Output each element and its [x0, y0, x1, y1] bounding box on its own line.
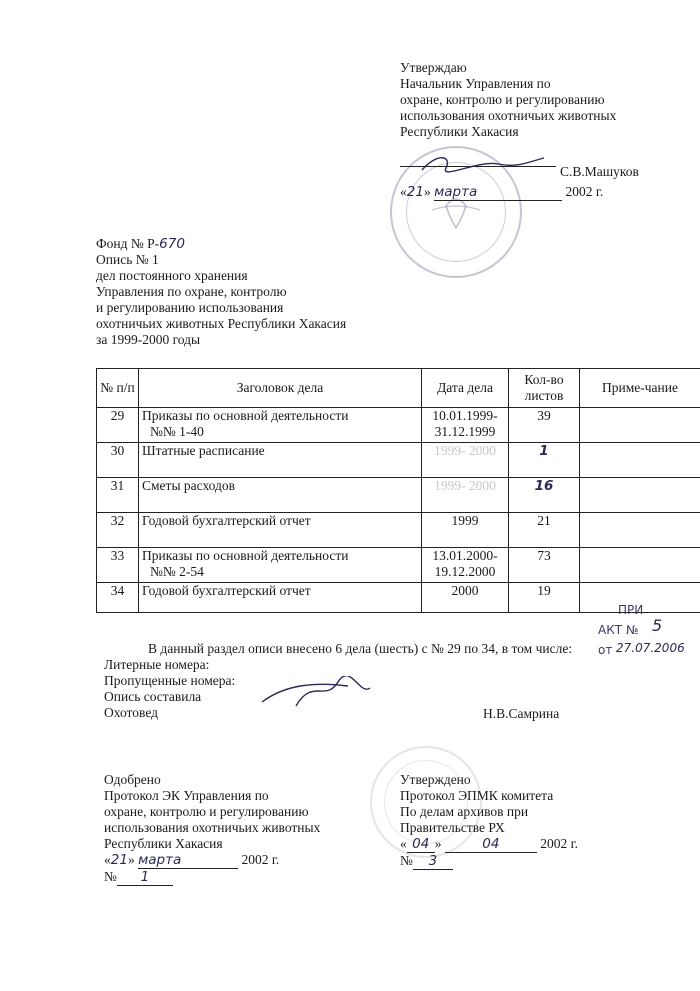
- approved-left-num-prefix: №: [104, 869, 117, 884]
- approved-left-num: 1: [117, 869, 173, 886]
- row-title-text: Сметы расходов: [142, 478, 236, 493]
- approved-right-line: Правительстве РХ: [400, 820, 505, 835]
- approval-heading: Утверждаю: [400, 60, 467, 75]
- approval-line: Начальник Управления по: [400, 76, 551, 91]
- act-stamp-line3: от: [598, 643, 613, 657]
- approved-left-heading: Одобрено: [104, 772, 161, 787]
- row-note: [580, 478, 700, 513]
- approved-left-number: [104, 869, 320, 886]
- row-date: [422, 443, 509, 478]
- row-date: [422, 548, 509, 583]
- row-title-text: Годовой бухгалтерский отчет: [142, 513, 311, 528]
- row-date-from: 1999: [451, 513, 479, 528]
- row-date-from: 1999- 2000: [434, 478, 496, 493]
- approval-date-month: марта: [434, 184, 562, 201]
- row-sheets: 73: [509, 548, 580, 583]
- approved-left-month: марта: [138, 852, 238, 869]
- fond-line: дел постоянного хранения: [96, 268, 248, 283]
- approved-right-year: 2002 г.: [540, 836, 579, 851]
- row-title-text: Годовой бухгалтерский отчет: [142, 583, 311, 598]
- summary-text: В данный раздел описи внесено 6 дела (шесть) с № 29 по 34, в том числе:: [148, 641, 573, 656]
- row-title-sub: №№ 2-54: [150, 564, 204, 579]
- row-date: [422, 408, 509, 443]
- compiler-signature: [256, 676, 376, 712]
- fond-prefix: Фонд № Р-: [96, 236, 160, 251]
- table-header-row: [97, 369, 700, 408]
- row-number: 34: [97, 583, 139, 613]
- approved-left-line: Протокол ЭК Управления по: [104, 788, 269, 803]
- header-sheets: Кол-во листов: [509, 369, 580, 408]
- table-row: [97, 443, 700, 478]
- row-sheets: 19: [509, 583, 580, 613]
- header-date: Дата дела: [422, 369, 509, 408]
- row-number: 33: [97, 548, 139, 583]
- row-number: 30: [97, 443, 139, 478]
- header-number: № п/п: [97, 369, 139, 408]
- row-date: [422, 478, 509, 513]
- row-note: [580, 548, 700, 583]
- row-date-from: 10.01.1999-: [432, 408, 498, 423]
- approved-left-year: 2002 г.: [241, 852, 280, 867]
- row-date-to: 19.12.2000: [434, 564, 496, 579]
- approved-right-heading: Утверждено: [400, 772, 471, 787]
- row-title-sub: №№ 1-40: [150, 424, 204, 439]
- row-sheets: 39: [509, 408, 580, 443]
- row-number: 32: [97, 513, 139, 548]
- act-stamp-line2: АКТ №: [598, 623, 639, 637]
- summary-block: [104, 657, 235, 721]
- fond-number-line: [96, 236, 346, 252]
- approval-date-day: 21: [406, 184, 424, 200]
- act-stamp-date: 27.07.2006: [616, 641, 685, 655]
- approved-right-month: 04: [445, 836, 537, 853]
- row-date-from: 1999- 2000: [434, 443, 496, 458]
- row-date: [422, 513, 509, 548]
- approved-right-day: 04: [407, 836, 435, 853]
- act-stamp-number: 5: [652, 616, 663, 635]
- summary-position: Охотовед: [104, 705, 159, 720]
- approval-line: Республики Хакасия: [400, 124, 519, 139]
- approval-line: использования охотничьих животных: [400, 108, 617, 123]
- approval-line: охране, контролю и регулированию: [400, 92, 605, 107]
- summary-line: Опись составила: [104, 689, 202, 704]
- row-title-text: Приказы по основной деятельности: [142, 548, 349, 563]
- approved-left-line: охране, контролю и регулированию: [104, 804, 309, 819]
- table-row: [97, 513, 700, 548]
- row-title-text: Приказы по основной деятельности: [142, 408, 349, 423]
- approved-left-date: «21» марта 2002 г.: [104, 852, 280, 868]
- row-title: [139, 513, 422, 548]
- row-note: [580, 443, 700, 478]
- approval-block: [400, 60, 616, 140]
- approved-right-date: « 04 » 04 2002 г.: [400, 836, 579, 852]
- row-title: [139, 548, 422, 583]
- row-note: [580, 513, 700, 548]
- fond-line: за 1999-2000 годы: [96, 332, 201, 347]
- row-date-from: 13.01.2000-: [432, 548, 498, 563]
- fond-block: [96, 236, 346, 348]
- row-title: [139, 583, 422, 613]
- approval-date: «21» марта 2002 г.: [400, 184, 604, 200]
- table-row: [97, 548, 700, 583]
- compiler-name: Н.В.Самрина: [483, 706, 560, 721]
- header-title: Заголовок дела: [139, 369, 422, 408]
- approved-right-number: [400, 853, 578, 870]
- inventory-table: [96, 368, 700, 613]
- table-row: [97, 408, 700, 443]
- approved-right-line: Протокол ЭПМК комитета: [400, 788, 554, 803]
- row-sheets: 1: [509, 443, 580, 478]
- approved-right-num: 3: [413, 853, 453, 870]
- row-number: 29: [97, 408, 139, 443]
- row-sheets: 16: [509, 478, 580, 513]
- row-title-text: Штатные расписание: [142, 443, 265, 458]
- table-row: [97, 478, 700, 513]
- row-date-to: 31.12.1999: [434, 424, 496, 439]
- row-number: 31: [97, 478, 139, 513]
- row-note: [580, 408, 700, 443]
- row-title: [139, 443, 422, 478]
- row-title: [139, 408, 422, 443]
- approval-date-year: 2002 г.: [565, 184, 604, 199]
- approved-right-num-prefix: №: [400, 853, 413, 868]
- approved-right-line: По делам архивов при: [400, 804, 529, 819]
- approved-left-line: использования охотничьих животных: [104, 820, 321, 835]
- approval-signer: С.В.Машуков: [560, 164, 639, 179]
- approved-right-block: [400, 772, 578, 870]
- row-date: [422, 583, 509, 613]
- approved-left-line: Республики Хакасия: [104, 836, 223, 851]
- header-note: Приме-чание: [580, 369, 700, 408]
- row-title: [139, 478, 422, 513]
- approved-left-day: 21: [110, 852, 128, 868]
- summary-line: Литерные номера:: [104, 657, 210, 672]
- summary-line: Пропущенные номера:: [104, 673, 236, 688]
- fond-line: Опись № 1: [96, 252, 159, 267]
- act-stamp: [592, 600, 692, 660]
- fond-line: охотничьих животных Республики Хакасия: [96, 316, 347, 331]
- signature-scribble: [418, 150, 548, 178]
- fond-line: Управления по охране, контролю: [96, 284, 287, 299]
- row-date-from: 2000: [451, 583, 479, 598]
- fond-number: 670: [159, 236, 185, 252]
- act-stamp-line1: ПРИ: [618, 603, 644, 617]
- approved-left-block: [104, 772, 320, 886]
- fond-line: и регулированию использования: [96, 300, 284, 315]
- row-sheets: 21: [509, 513, 580, 548]
